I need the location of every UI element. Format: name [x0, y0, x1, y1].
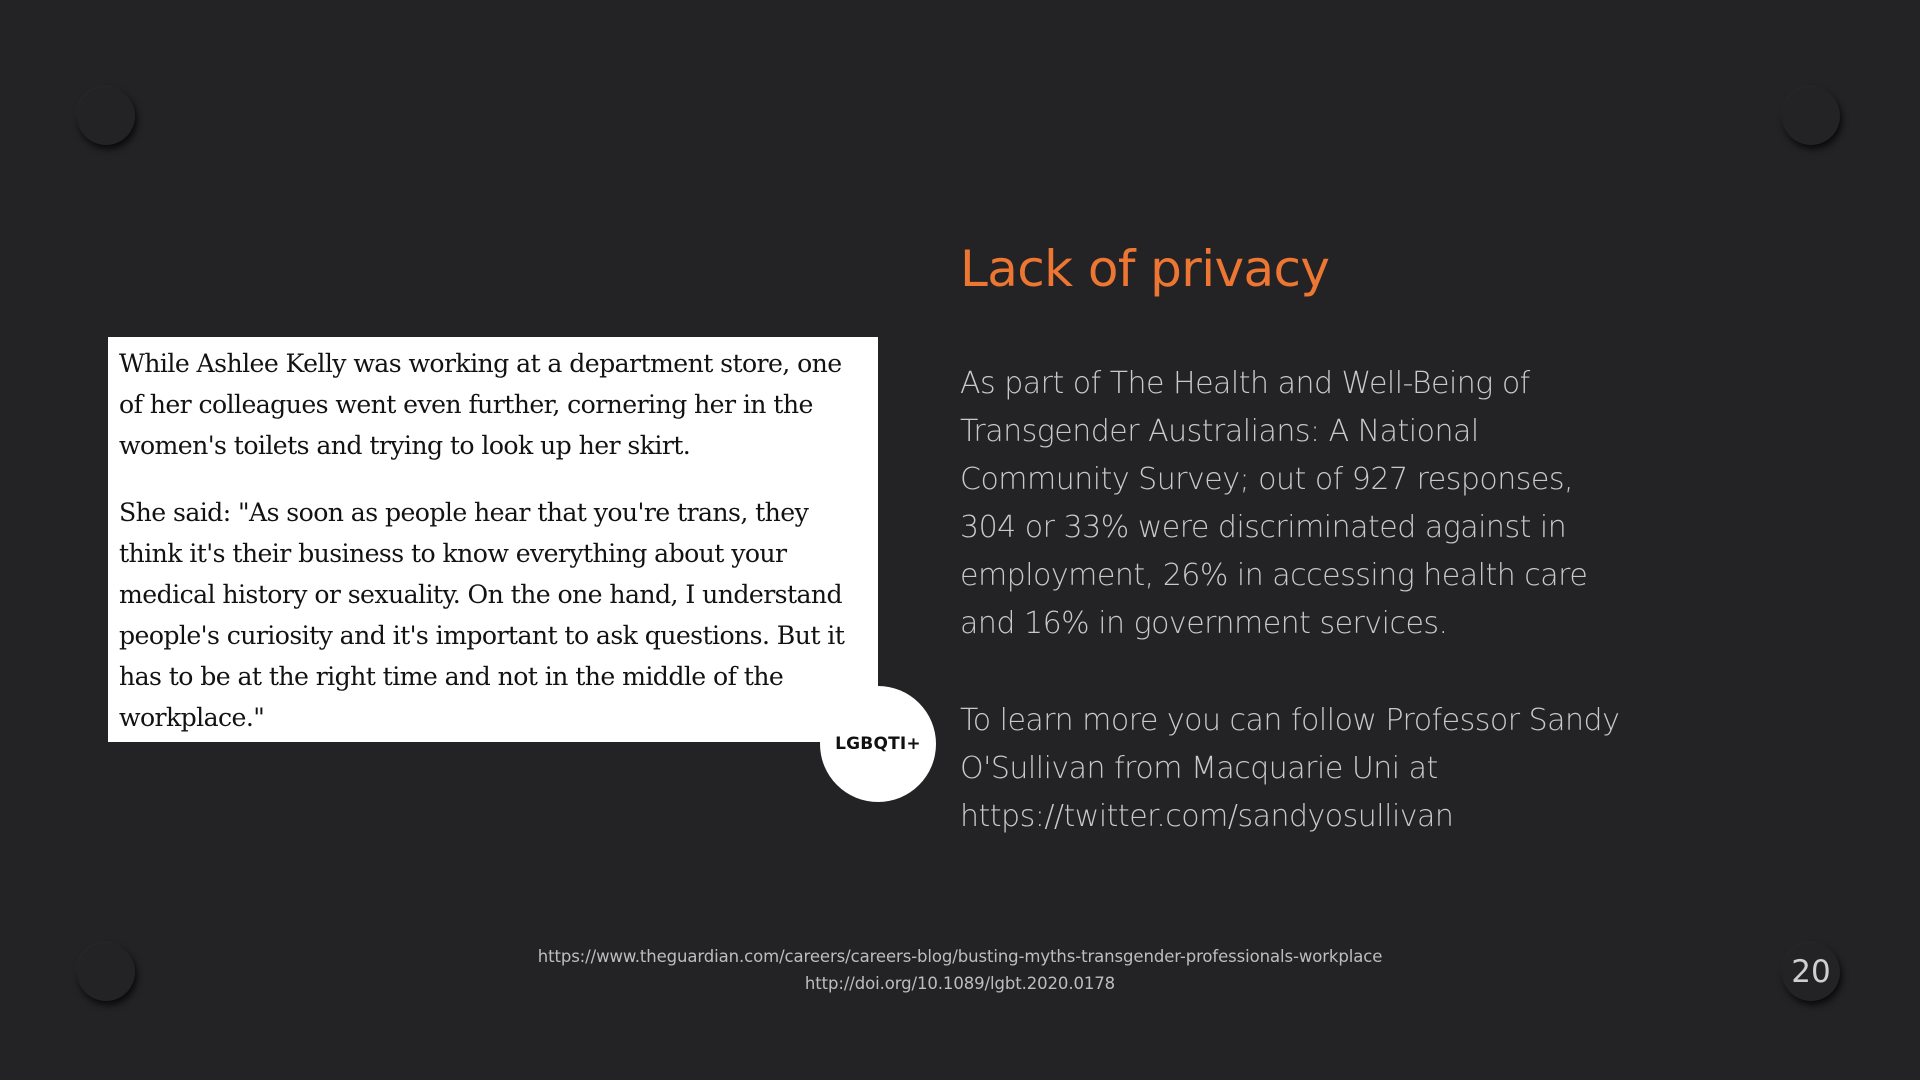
decor-circle-bottom-left: [77, 943, 135, 1001]
sources: [360, 943, 1560, 997]
learn-more-paragraph: To learn more you can follow Professor Sandy O'Sullivan from Macquarie Uni at https://twitter.com/sandyosullivan: [960, 703, 1620, 834]
lgbqti-badge: LGBQTI+: [820, 686, 936, 802]
decor-circle-top-left: [77, 87, 135, 145]
survey-paragraph: As part of The Health and Well-Being of Transgender Australians: A National Community Survey; out of 927 responses, 304 or 33% were discriminated against in employment, 26% in accessing health care and 16% in government services.: [960, 366, 1588, 641]
quote-paragraph-2: She said: "As soon as people hear that you're trans, they think it's their business to know everything about your medical history or sexuality. On the one hand, I understand people's curiosity and it's important to ask questions. But it has to be at the right time and not in the middle of the workplace.": [119, 498, 845, 732]
page-number: 20: [1782, 943, 1840, 1001]
quote-box: [108, 337, 878, 742]
quote-paragraph-1: While Ashlee Kelly was working at a department store, one of her colleagues went even further, cornering her in the women's toilets and trying to look up her skirt.: [119, 349, 842, 460]
slide-title: Lack of privacy: [960, 240, 1330, 298]
source-link[interactable]: https://www.theguardian.com/careers/careers-blog/busting-myths-transgender-professionals-workplace: [537, 947, 1383, 966]
decor-circle-top-right: [1782, 87, 1840, 145]
source-link[interactable]: http://doi.org/10.1089/lgbt.2020.0178: [804, 974, 1116, 993]
